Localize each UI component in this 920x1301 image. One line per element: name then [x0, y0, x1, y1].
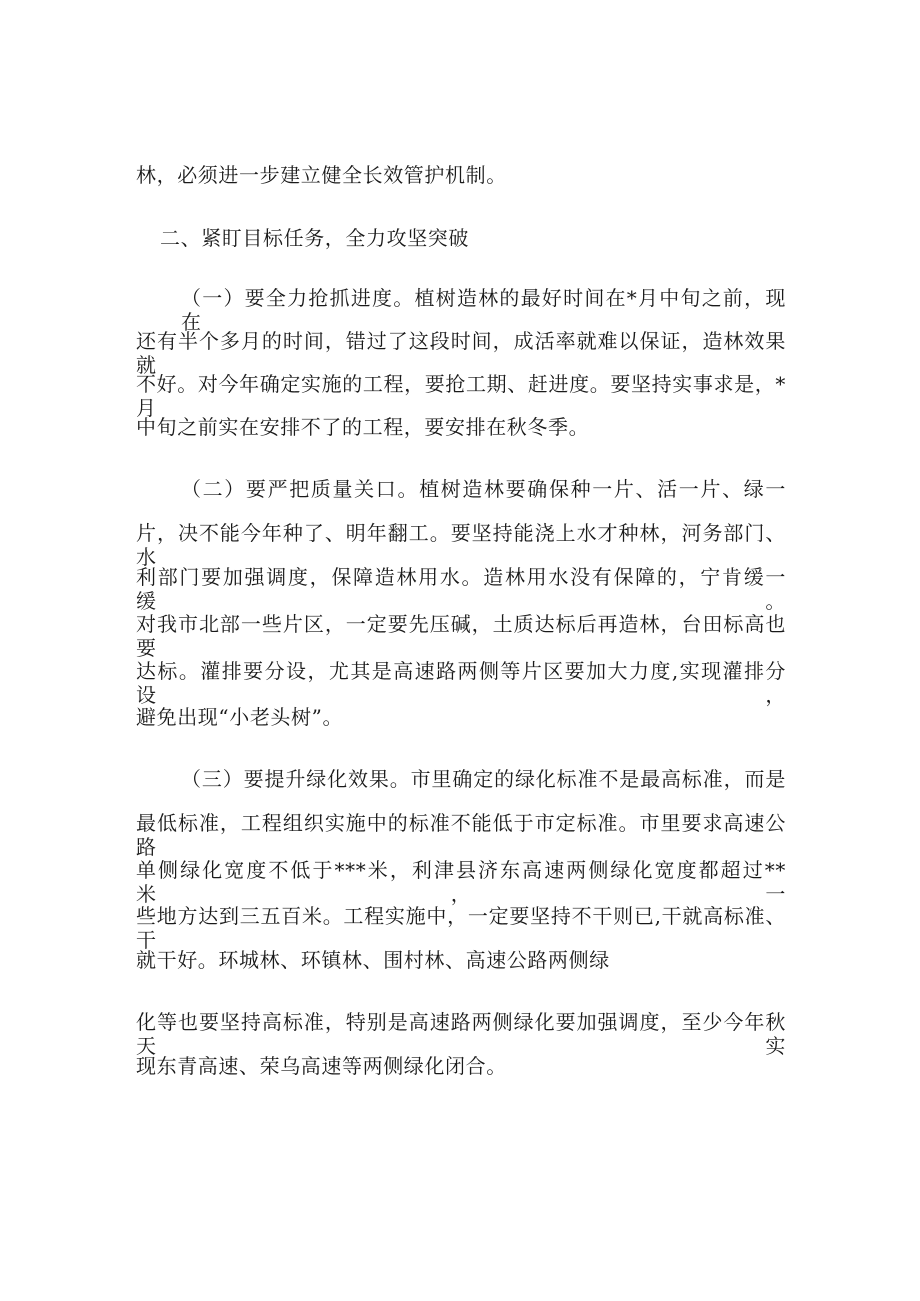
paragraph-2-line-3: 利部门要加强调度，保障造林用水。造林用水没有保障的，宁肯缓一缓。	[136, 565, 786, 613]
paragraph-3-line-5: 就干好。环城林、环镇林、围村林、高速公路两侧绿	[136, 948, 610, 972]
paragraph-2-line-1: （二）要严把质量关口。植树造林要确保种一片、活一片、绿一	[181, 477, 786, 501]
paragraph-1-line-3: 不好。对今年确定实施的工程，要抢工期、赶进度。要坚持实事求是，*月	[136, 372, 786, 420]
paragraph-1-line-4: 中旬之前实在安排不了的工程，要安排在秋冬季。	[136, 415, 590, 439]
paragraph-3-line-2: 最低标准，工程组织实施中的标准不能低于市定标准。市里要求高速公路	[136, 811, 786, 859]
paragraph-1-line-2: 还有半个多月的时间，错过了这段时间，成活率就难以保证，造林效果就	[136, 329, 786, 377]
paragraph-3-line-1: （三）要提升绿化效果。市里确定的绿化标准不是最高标准，而是	[181, 767, 786, 791]
paragraph-2-line-6: 避免出现“小老头树”。	[136, 705, 344, 729]
text-line-continuation: 林，必须进一步建立健全长效管护机制。	[136, 163, 507, 187]
paragraph-1-line-1: （一）要全力抢抓进度。植树造林的最好时间在*月中旬之前，现在	[181, 286, 786, 334]
paragraph-3-line-3: 单侧绿化宽度不低于***米，利津县济东高速两侧绿化宽度都超过**米，一	[136, 858, 786, 906]
paragraph-3-line-4: 些地方达到三五百米。工程实施中，一定要坚持不干则已,干就高标准、干	[136, 904, 786, 952]
paragraph-2-line-2: 片，决不能今年种了、明年翻工。要坚持能浇上水才种林，河务部门、水	[136, 521, 786, 569]
paragraph-4-line-2: 现东青高速、荣乌高速等两侧绿化闭合。	[136, 1054, 507, 1078]
section-heading: 二、紧盯目标任务，全力攻坚突破	[160, 226, 469, 250]
paragraph-4-line-1: 化等也要坚持高标准，特别是高速路两侧绿化要加强调度，至少今年秋天实	[136, 1010, 786, 1058]
paragraph-2-line-5: 达标。灌排要分设，尤其是高速路两侧等片区要加大力度,实现灌排分设，	[136, 659, 786, 707]
paragraph-2-line-4: 对我市北部一些片区，一定要先压碱，土质达标后再造林，台田标高也要	[136, 612, 786, 660]
